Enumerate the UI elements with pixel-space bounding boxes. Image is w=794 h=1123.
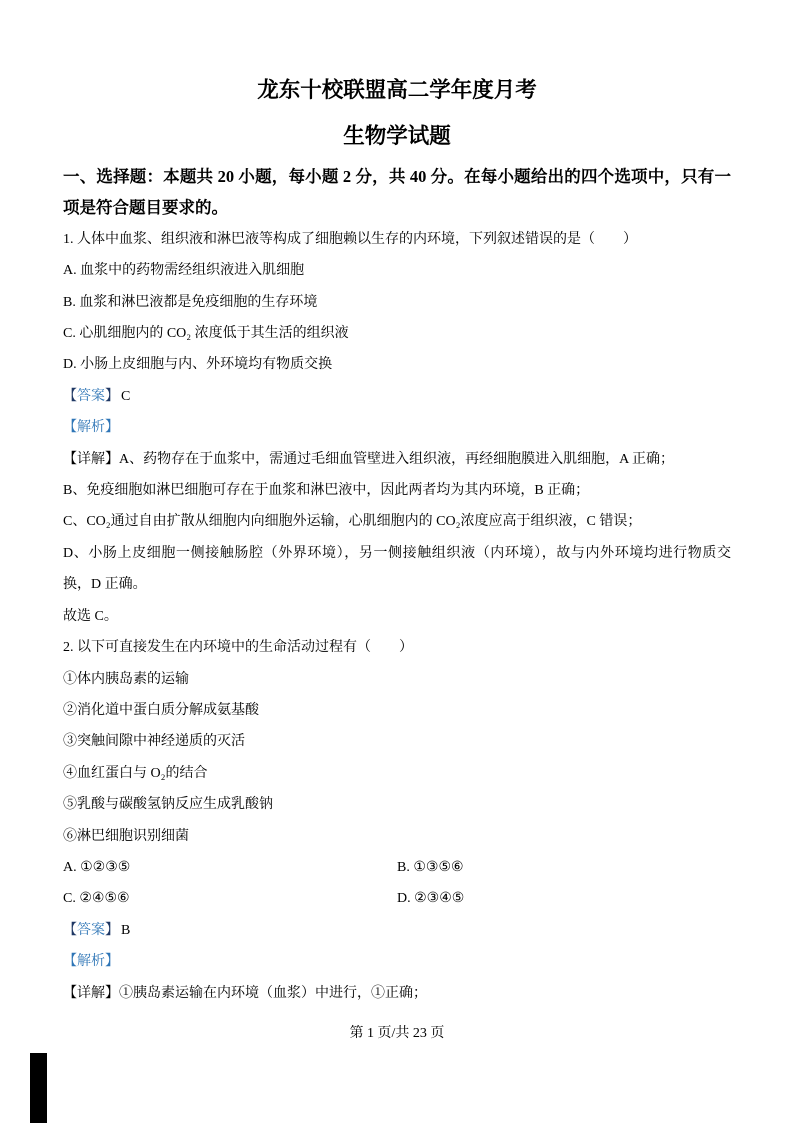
answer-bracket-open: 【 (63, 388, 77, 404)
question-1-option-b: B. 血浆和淋巴液都是免疫细胞的生存环境 (63, 294, 318, 310)
question-2-option-row (63, 883, 731, 914)
question-2-item-1: ①体内胰岛素的运输 (63, 671, 189, 687)
page-footer: 第 1 页/共 23 页 (349, 1026, 445, 1041)
question-2-stem: 2. 以下可直接发生在内环境中的生命活动过程有（ ） (63, 640, 413, 656)
question-2-item-3: ③突触间隙中神经递质的灭活 (63, 734, 245, 750)
answer-bracket-close: 】 (105, 388, 119, 404)
answer-label: 答案 (77, 388, 105, 404)
section-heading: 一、选择题：本题共 20 小题，每小题 2 分，共 40 分。在每小题给出的四个选项中，只有一项是符合题目要求的。 (63, 167, 731, 218)
scan-artifact (30, 1053, 47, 1123)
question-2-item-6: ⑥淋巴细胞识别细菌 (63, 828, 189, 844)
question-1-option-c: C. 心肌细胞内的 CO₂ 浓度低于其生活的组织液 (63, 326, 349, 342)
question-1-detail-line: B、免疫细胞如淋巴细胞可存在于血浆和淋巴液中，因此两者均为其内环境，B 正确； (63, 483, 590, 499)
question-1-detail-line: D、小肠上皮细胞一侧接触肠腔（外界环境），另一侧接触组织液（内环境），故与内外环境均进行物质交换，D 正确。 (63, 545, 731, 593)
question-1-option-d: D. 小肠上皮细胞与内、外环境均有物质交换 (63, 357, 333, 373)
answer-label: 答案 (77, 922, 105, 938)
exam-subtitle: 生物学试题 (343, 124, 451, 148)
answer-bracket-close: 】 (105, 922, 119, 938)
question-2-answer-line (63, 915, 731, 946)
question-2-item-4: ④血红蛋白与 O₂的结合 (63, 765, 208, 781)
question-1-stem: 1. 人体中血浆、组织液和淋巴液等构成了细胞赖以生存的内环境，下列叙述错误的是（ ） (63, 231, 637, 247)
question-2-item-5: ⑤乳酸与碳酸氢钠反应生成乳酸钠 (63, 797, 273, 813)
question-2-option-a: A. ①②③⑤ (63, 859, 131, 875)
question-1-detail-line: 【详解】A、药物存在于血浆中，需通过毛细血管壁进入组织液，再经细胞膜进入肌细胞，A 正确； (63, 451, 674, 467)
question-1-answer-line (63, 381, 731, 412)
question-2-option-c: C. ②④⑤⑥ (63, 891, 130, 907)
question-2-analysis-label: 【解析】 (63, 954, 119, 970)
answer-value: B (121, 922, 131, 938)
question-1-option-a: A. 血浆中的药物需经组织液进入肌细胞 (63, 263, 305, 279)
exam-title: 龙东十校联盟高二学年度月考 (257, 78, 537, 102)
question-2-item-2: ②消化道中蛋白质分解成氨基酸 (63, 702, 259, 718)
question-2-detail-line: 【详解】①胰岛素运输在内环境（血浆）中进行，①正确； (63, 985, 427, 1001)
question-2-option-row (63, 852, 731, 883)
question-1-conclusion: 故选 C。 (63, 608, 118, 624)
answer-bracket-open: 【 (63, 922, 77, 938)
question-2-option-d: D. ②③④⑤ (397, 891, 465, 907)
question-2-option-b: B. ①③⑤⑥ (397, 859, 464, 875)
question-1-detail-line: C、CO₂通过自由扩散从细胞内向细胞外运输，心肌细胞内的 CO₂浓度应高于组织液，C 错误； (63, 514, 642, 530)
answer-value: C (121, 388, 131, 404)
question-1-analysis-label: 【解析】 (63, 420, 119, 436)
